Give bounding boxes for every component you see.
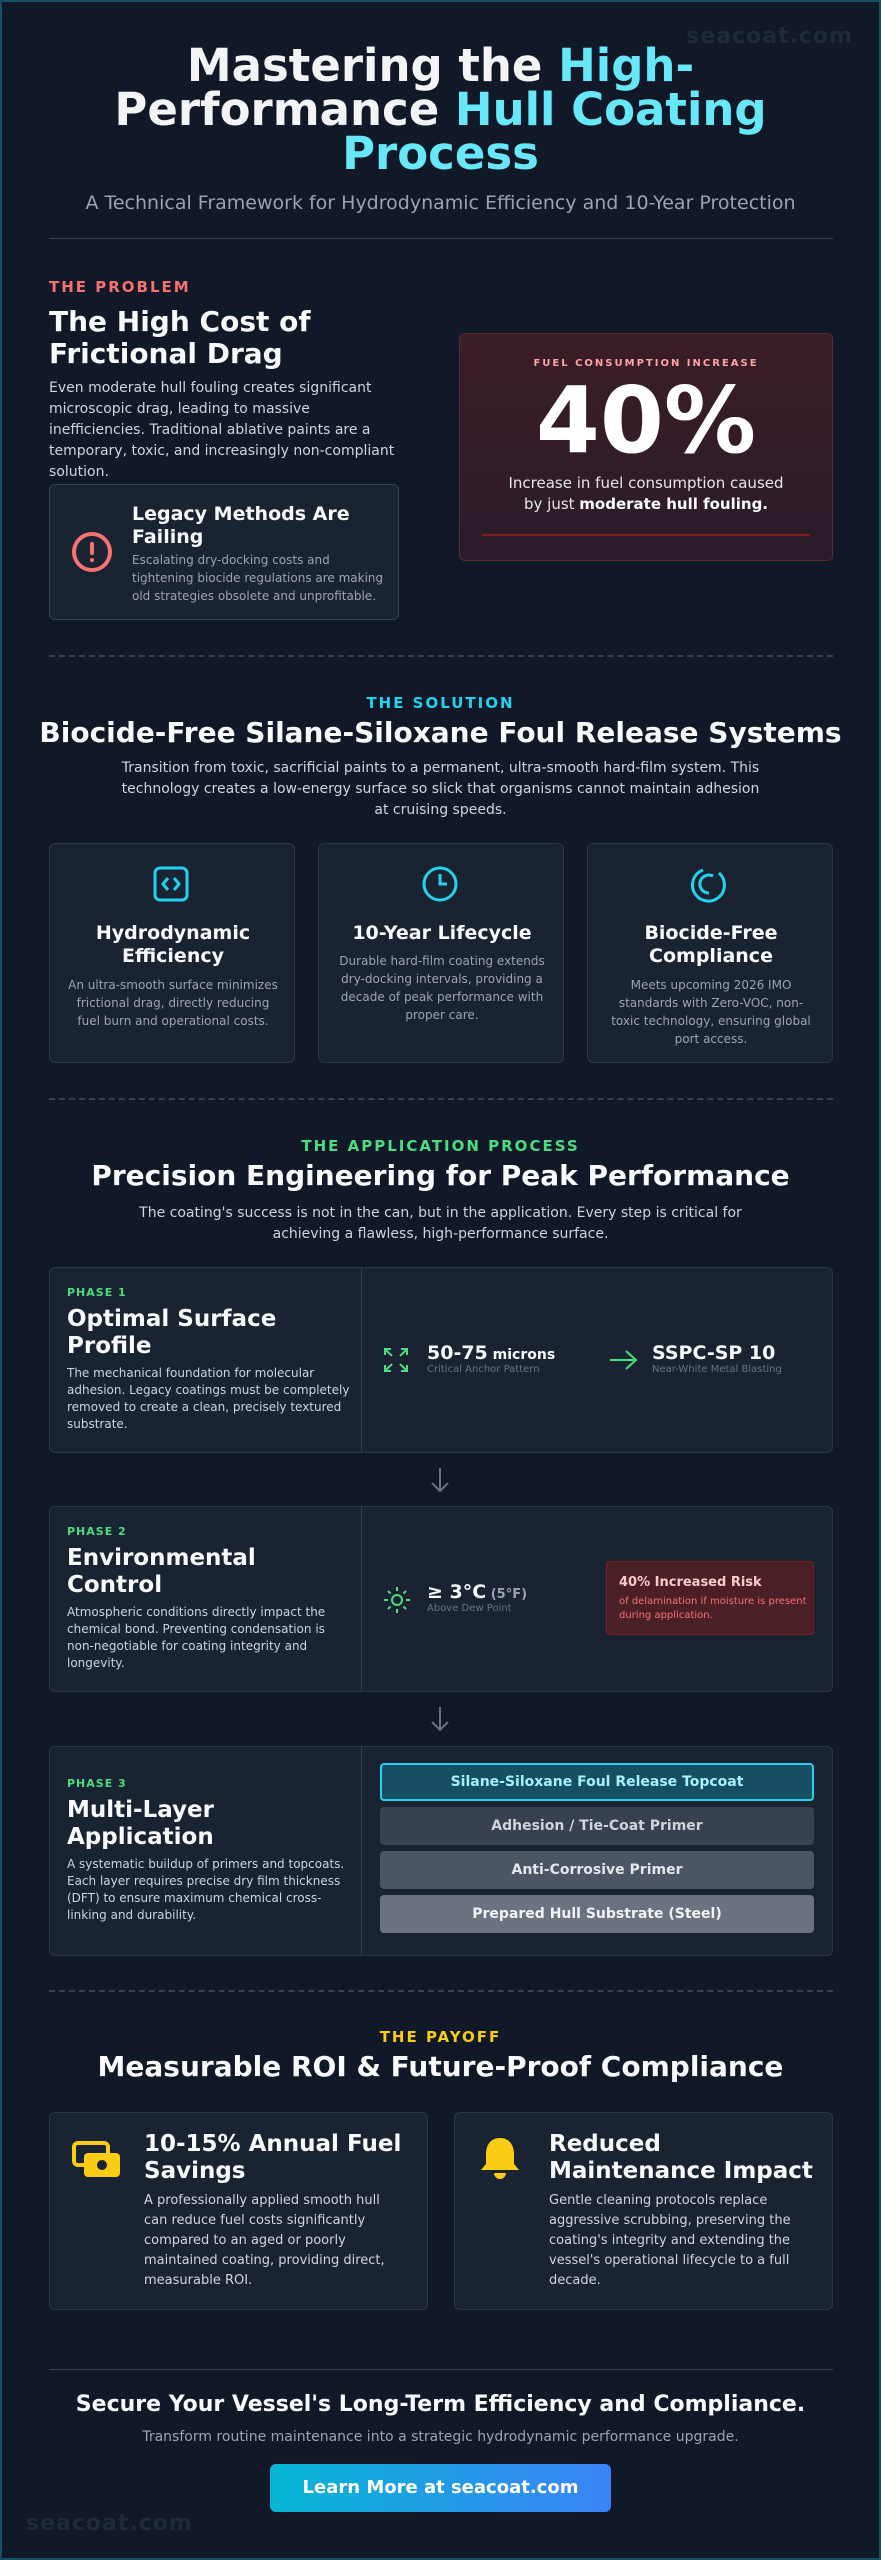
risk-title: 40% Increased Risk	[619, 1575, 762, 1590]
arrow-right-icon	[608, 1348, 640, 1372]
clock-icon	[420, 864, 460, 904]
page-title	[0, 39, 881, 180]
legacy-body: Escalating dry-docking costs and tightening biocide regulations are making old strategies obsolete and unprofitable.	[132, 553, 384, 603]
divider	[49, 2369, 833, 2370]
phase-title: Environmental Control	[67, 1545, 256, 1598]
alert-icon	[72, 532, 112, 572]
phase-1-card	[49, 1267, 833, 1453]
metric-dewpoint	[427, 1581, 527, 1614]
feature-title: Hydrodynamic Efficiency	[95, 922, 251, 967]
title-part: Performance	[114, 83, 455, 136]
stat-desc-bold: moderate hull fouling.	[579, 495, 768, 513]
page-subtitle: A Technical Framework for Hydrodynamic Efficiency and 10-Year Protection	[85, 192, 796, 214]
payoff-title: Reduced Maintenance Impact	[549, 2131, 813, 2184]
solution-lead: Transition from toxic, sacrificial paints to a permanent, ultra-smooth hard-film system. This technology creates a low-energy surface so slick that organisms cannot maintain adhesion at cruising speeds.	[121, 760, 760, 818]
solution-eyebrow: THE SOLUTION	[366, 694, 515, 712]
metric-anchor	[427, 1342, 555, 1375]
payoff-card	[49, 2112, 428, 2310]
cta-sub: Transform routine maintenance into a strategic hydrodynamic performance upgrade.	[142, 2429, 739, 2445]
stat-bar	[482, 534, 810, 536]
divider	[49, 1098, 833, 1100]
feature-body: Durable hard-film coating extends dry-docking intervals, providing a decade of peak performance with proper care.	[339, 954, 545, 1022]
metric-value: SSPC-SP 10	[652, 1342, 776, 1364]
metric-sub: Critical Anchor Pattern	[427, 1364, 540, 1375]
metric-unit: microns	[487, 1347, 556, 1363]
payoff-title: 10-15% Annual Fuel Savings	[144, 2131, 402, 2184]
problem-body: Even moderate hull fouling creates significant microscopic drag, leading to massive inefficiencies. Traditional ablative paints are a temporary, toxic, and increasingly non-compliant solution.	[49, 380, 395, 480]
title-highlight: Hull Coating	[454, 83, 767, 136]
phase-2-card	[49, 1506, 833, 1692]
bell-icon	[479, 2135, 521, 2181]
solution-heading: Biocide-Free Silane-Siloxane Foul Release Systems	[39, 716, 842, 749]
metric-standard	[652, 1342, 782, 1375]
phase-label: PHASE 3	[67, 1777, 127, 1790]
metric-unit: (5°F)	[486, 1587, 528, 1602]
refresh-circle-icon	[689, 864, 729, 904]
metric-sub: Above Dew Point	[427, 1603, 512, 1614]
metric-sub: Near-White Metal Blasting	[652, 1364, 782, 1375]
phase-label: PHASE 2	[67, 1525, 127, 1538]
legacy-title: Legacy Methods Are Failing	[132, 503, 350, 548]
divider	[49, 655, 833, 657]
phase-1-left	[50, 1268, 362, 1452]
title-part: Mastering the	[186, 39, 559, 92]
phase-title: Multi-Layer Application	[67, 1797, 214, 1850]
phase-body: A systematic buildup of primers and topcoats. Each layer requires precise dry film thickness (DFT) to ensure maximum chemical cross-linking and durability.	[67, 1857, 345, 1922]
title-highlight: Process	[342, 127, 539, 180]
layer-anti-corrosive: Anti-Corrosive Primer	[380, 1851, 814, 1889]
legacy-card	[49, 484, 399, 620]
layer-substrate: Prepared Hull Substrate (Steel)	[380, 1895, 814, 1933]
cta-heading: Secure Your Vessel's Long-Term Efficiency and Compliance.	[75, 2392, 806, 2417]
problem-heading: The High Cost of Frictional Drag	[49, 305, 311, 370]
watermark: seacoat.com	[686, 24, 853, 49]
phase-title: Optimal Surface Profile	[67, 1306, 277, 1359]
phase-body: The mechanical foundation for molecular adhesion. Legacy coatings must be completely removed to create a clean, precisely textured substrate.	[67, 1366, 350, 1431]
watermark: seacoat.com	[26, 2511, 193, 2536]
payoff-card	[454, 2112, 833, 2310]
divider	[49, 1990, 833, 1992]
risk-body: of delamination if moisture is present during application.	[619, 1596, 807, 1621]
stat-value: 40%	[535, 367, 757, 474]
payoff-body: Gentle cleaning protocols replace aggressive scrubbing, preserving the coating's integrity and extending the vessel's operational lifecycle to a full decade.	[549, 2193, 791, 2288]
process-heading: Precision Engineering for Peak Performance	[91, 1159, 790, 1192]
feature-card	[318, 843, 564, 1063]
feature-title: 10-Year Lifecycle	[352, 922, 532, 944]
layer-topcoat: Silane-Siloxane Foul Release Topcoat	[380, 1763, 814, 1801]
metric-value: ≥ 3°C	[427, 1581, 487, 1603]
fuel-stat-card	[459, 333, 833, 561]
sun-icon	[382, 1585, 412, 1615]
risk-box	[606, 1561, 814, 1635]
arrow-down-icon	[430, 1705, 450, 1733]
phase-label: PHASE 1	[67, 1286, 127, 1299]
phase-3-card	[49, 1746, 833, 1956]
payoff-eyebrow: THE PAYOFF	[379, 2028, 502, 2046]
stat-desc	[506, 473, 786, 515]
title-highlight: High-	[558, 39, 695, 92]
feature-body: An ultra-smooth surface minimizes frictional drag, directly reducing fuel burn and operational costs.	[68, 978, 278, 1028]
payoff-heading: Measurable ROI & Future-Proof Compliance	[97, 2050, 784, 2083]
process-lead: The coating's success is not in the can, but in the application. Every step is critical for achieving a flawless, high-performance surface.	[139, 1205, 742, 1242]
phase-body: Atmospheric conditions directly impact the chemical bond. Preventing condensation is non-negotiable for coating integrity and longevity.	[67, 1605, 326, 1670]
process-eyebrow: THE APPLICATION PROCESS	[301, 1137, 580, 1155]
metric-value: 50-75	[427, 1342, 488, 1364]
feature-body: Meets upcoming 2026 IMO standards with Zero-VOC, non-toxic technology, ensuring global port access.	[611, 978, 811, 1046]
phase-2-left	[50, 1507, 362, 1691]
feature-title: Biocide-Free Compliance	[644, 922, 778, 967]
learn-more-button[interactable]: Learn More at seacoat.com	[270, 2464, 611, 2512]
stat-label: FUEL CONSUMPTION INCREASE	[533, 358, 759, 369]
divider	[49, 238, 833, 239]
feature-card	[49, 843, 295, 1063]
problem-eyebrow: THE PROBLEM	[49, 278, 191, 296]
feature-card	[587, 843, 833, 1063]
stat-desc-text: Increase in fuel consumption caused by just	[508, 474, 784, 513]
expand-icon	[382, 1346, 410, 1374]
payoff-body: A professionally applied smooth hull can reduce fuel costs significantly compared to an aged or poorly maintained coating, providing direct, measurable ROI.	[144, 2193, 385, 2288]
code-box-icon	[151, 864, 191, 904]
money-icon	[72, 2141, 122, 2181]
phase-3-left	[50, 1747, 362, 1955]
arrow-down-icon	[430, 1466, 450, 1494]
layer-tie-coat: Adhesion / Tie-Coat Primer	[380, 1807, 814, 1845]
